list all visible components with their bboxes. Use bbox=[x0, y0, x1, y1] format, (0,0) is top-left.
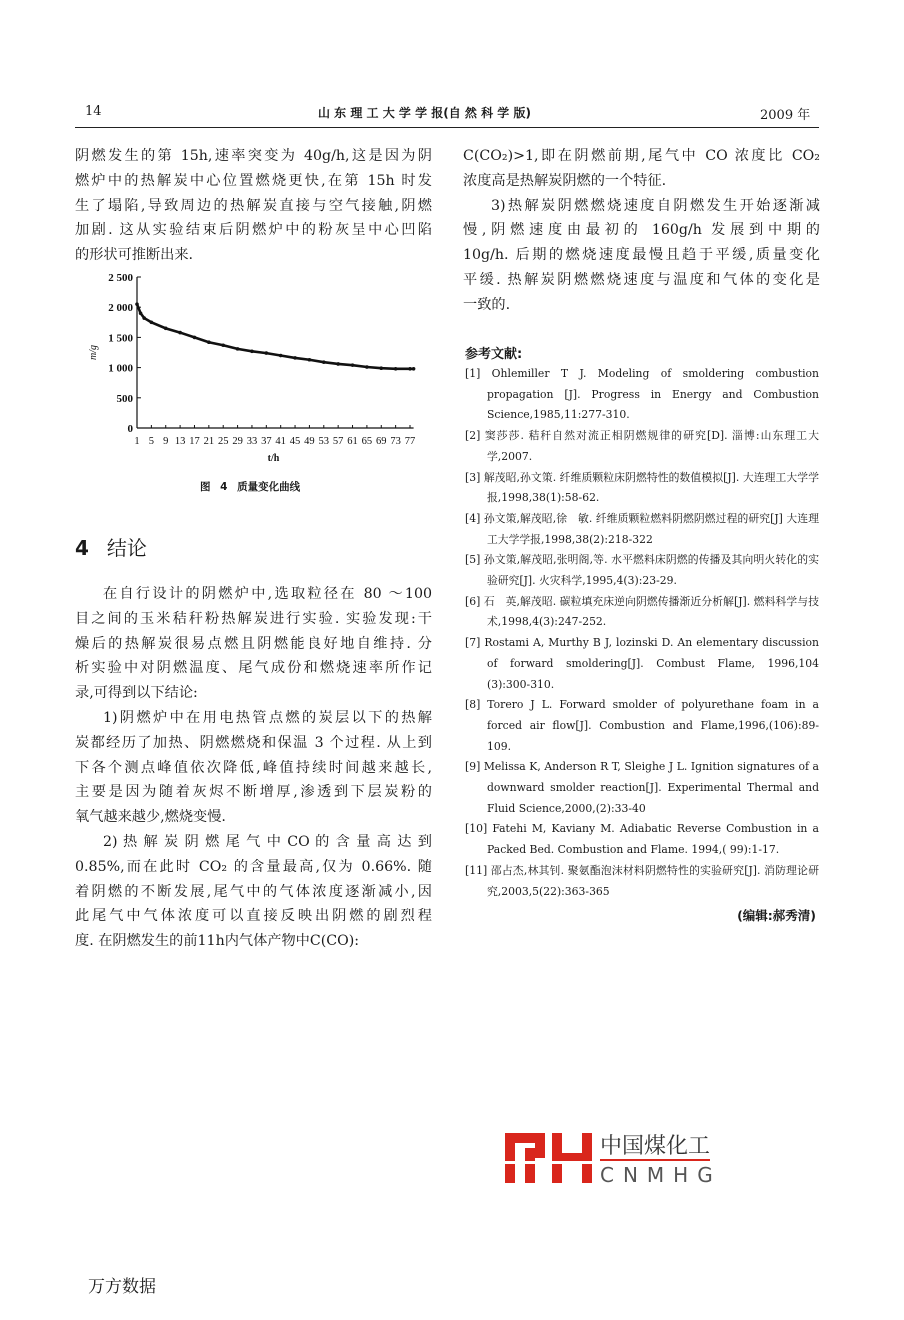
text-line: 2) 热 解 炭 阴 燃 尾 气 中 CO 的 含 量 高 达 到 bbox=[103, 834, 432, 850]
text-line: 的形状可推断出来. bbox=[75, 247, 194, 264]
series-line bbox=[137, 304, 414, 369]
y-tick-label: 500 bbox=[116, 392, 133, 405]
data-point bbox=[139, 311, 143, 315]
data-point bbox=[351, 363, 355, 367]
page-number: 14 bbox=[85, 104, 102, 119]
data-point bbox=[293, 356, 297, 360]
logo-text-en: CNMHG bbox=[600, 1163, 722, 1187]
reference-item: [3] 解茂昭,孙文策. 纤维质颗粒床阴燃特性的数值模拟[J]. 大连理工大学学报,1998,38(1):58-62. bbox=[465, 470, 819, 505]
x-tick-label: 69 bbox=[376, 436, 387, 447]
text-line: C(CO₂)>1,即在阴燃前期,尾气中 CO 浓度比 CO₂ bbox=[463, 148, 820, 164]
text-line: 3)热解炭阴燃燃烧速度自阴燃发生开始逐渐减 bbox=[491, 197, 820, 214]
x-tick-label: 25 bbox=[217, 436, 229, 447]
section-number: 4 bbox=[75, 536, 89, 560]
x-tick-label: 37 bbox=[261, 436, 272, 447]
data-point bbox=[221, 343, 225, 347]
data-point bbox=[412, 367, 416, 371]
mass-change-chart bbox=[70, 262, 440, 477]
x-tick-label: 73 bbox=[390, 436, 401, 447]
text-line: 一致的. bbox=[463, 296, 511, 313]
x-tick-label: 21 bbox=[203, 436, 215, 447]
reference-list bbox=[465, 364, 819, 902]
references-heading: 参考文献: bbox=[465, 347, 523, 362]
reference-item: [9] Melissa K, Anderson R T, Sleighe J L. Ignition signatures of a downward smolder reaction[J]. Experimental Thermal and Fluid Science,2000,(2):33-40 bbox=[465, 760, 819, 815]
reference-item: [1] Ohlemiller T J. Modeling of smoldering combustion propagation [J]. Progress in Energy and Combustion Science,1985,11:277-310. bbox=[465, 367, 819, 422]
x-tick-label: 49 bbox=[304, 436, 315, 447]
text-line: 浓度高是热解炭阴燃的一个特征. bbox=[463, 172, 667, 189]
data-point bbox=[265, 351, 269, 355]
x-tick-label: 45 bbox=[289, 436, 301, 447]
logo-divider bbox=[600, 1159, 710, 1161]
reference-item: [11] 邵占杰,林其钊. 聚氨酯泡沫材料阴燃特性的实验研究[J]. 消防理论研究,2003,5(22):363-365 bbox=[465, 863, 819, 898]
data-point bbox=[142, 316, 146, 320]
journal-year: 2009 年 bbox=[760, 108, 811, 123]
data-point bbox=[236, 347, 240, 351]
data-point bbox=[379, 366, 383, 370]
x-tick-label: 5 bbox=[148, 436, 154, 447]
x-tick-label: 9 bbox=[163, 436, 169, 447]
x-tick-label: 33 bbox=[246, 436, 258, 447]
editor-credit: (编辑:郝秀清) bbox=[737, 908, 816, 923]
text-line: 着阴燃的不断发展,尾气中的气体浓度逐渐减小,因 bbox=[75, 883, 432, 900]
x-tick-label: 57 bbox=[332, 436, 344, 447]
data-point bbox=[365, 365, 369, 369]
header-rule bbox=[75, 127, 819, 128]
x-tick-label: 29 bbox=[232, 436, 243, 447]
text-line: 0.85%,而在此时 CO₂ 的含量最高,仅为 0.66%. 随 bbox=[75, 858, 432, 875]
data-point bbox=[279, 354, 283, 358]
y-tick-label: 2 500 bbox=[108, 272, 133, 284]
data-point bbox=[150, 321, 154, 325]
reference-item: [7] Rostami A, Murthy B J, lozinski D. An elementary discussion of forward smoldering[J]. Combust Flame, 1996,104 (3):300-310. bbox=[465, 636, 819, 691]
x-tick-label: 61 bbox=[347, 436, 358, 447]
text-line: 录,可得到以下结论: bbox=[75, 685, 198, 702]
text-line: 加剧. 这从实验结束后阴燃炉中的粉灰呈中心凹陷 bbox=[75, 222, 432, 239]
y-tick-label: 1 500 bbox=[108, 332, 133, 345]
text-line: 1)阴燃炉中在用电热管点燃的炭层以下的热解 bbox=[103, 710, 432, 726]
data-point bbox=[408, 367, 412, 371]
text-line: 在自行设计的阴燃炉中,选取粒径在 80 ～100 bbox=[103, 586, 432, 602]
text-line: 生了塌陷,导致周边的热解炭直接与空气接触,阴燃 bbox=[75, 197, 432, 214]
text-line: 慢,阴燃速度由最初的 160g/h 发展到中期的 bbox=[463, 222, 820, 239]
reference-item: [4] 孙文策,解茂昭,徐 敏. 纤维质颗粒燃料阴燃阴燃过程的研究[J] 大连理工大学学报,1998,38(2):218-322 bbox=[465, 511, 819, 546]
text-line: 燥后的热解炭很易点燃且阴燃能良好地自维持. 分 bbox=[75, 635, 432, 652]
text-line: 析实验中对阴燃温度、尾气成份和燃烧速率所作记 bbox=[75, 660, 432, 677]
x-axis-label: t/h bbox=[267, 453, 280, 464]
cnmhg-logo bbox=[500, 1125, 720, 1195]
data-point bbox=[308, 358, 312, 362]
section-heading bbox=[75, 532, 147, 561]
x-tick-label: 1 bbox=[134, 436, 140, 447]
figure-caption: 图 4 质量变化曲线 bbox=[200, 481, 301, 493]
data-point bbox=[135, 302, 139, 306]
data-point bbox=[322, 360, 326, 364]
y-tick-label: 1 000 bbox=[108, 362, 133, 375]
data-point bbox=[178, 331, 182, 335]
text-line: 10g/h. 后期的燃烧速度最慢且趋于平缓,质量变化 bbox=[463, 247, 820, 264]
logo-mark-icon bbox=[500, 1128, 600, 1190]
text-line: 此尾气中气体浓度可以直接反映出阴燃的剧烈程 bbox=[75, 908, 432, 925]
x-tick-label: 17 bbox=[189, 436, 200, 447]
logo-text-cn: 中国煤化工 bbox=[600, 1134, 711, 1159]
x-tick-label: 41 bbox=[275, 436, 286, 447]
text-line: 主要是因为随着灰烬不断增厚,渗透到下层炭粉的 bbox=[75, 784, 432, 801]
reference-item: [6] 石 英,解茂昭. 碳粒填充床逆向阴燃传播渐近分析解[J]. 燃料科学与技术,1998,4(3):247-252. bbox=[465, 594, 819, 629]
data-point bbox=[207, 340, 211, 344]
reference-item: [2] 窦莎莎. 秸秆自然对流正相阴燃规律的研究[D]. 淄博:山东理工大学,2007. bbox=[465, 429, 819, 463]
text-line: 炭都经历了加热、阴燃燃烧和保温 3 个过程. 从上到 bbox=[75, 734, 432, 751]
text-line: 燃炉中的热解炭中心位置燃烧更快,在第 15h 时发 bbox=[75, 172, 432, 189]
text-line: 度. 在阴燃发生的前11h内气体产物中C(CO): bbox=[75, 933, 360, 950]
reference-item: [5] 孙文策,解茂昭,张明阁,等. 水平燃料床阴燃的传播及其向明火转化的实验研究[J]. 火灾科学,1995,4(3):23-29. bbox=[465, 553, 819, 588]
reference-item: [8] Torero J L. Forward smolder of polyurethane foam in a forced air flow[J]. Combustion and Flame,1996,(106):89-109. bbox=[465, 698, 819, 753]
x-tick-label: 77 bbox=[404, 436, 416, 447]
y-tick-label: 2 000 bbox=[108, 302, 133, 315]
section-title: 结论 bbox=[106, 536, 147, 560]
x-tick-label: 13 bbox=[174, 436, 186, 447]
y-tick-label: 0 bbox=[127, 423, 133, 435]
text-line: 平缓. 热解炭阴燃燃烧速度与温度和气体的变化是 bbox=[463, 272, 820, 288]
y-axis-label: m/g bbox=[88, 345, 99, 360]
data-point bbox=[250, 349, 254, 353]
text-line: 氧气越来越少,燃烧变慢. bbox=[75, 809, 226, 826]
data-point bbox=[164, 327, 168, 331]
text-line: 下各个测点峰值依次降低,峰值持续时间越来越长, bbox=[75, 759, 432, 776]
x-tick-label: 65 bbox=[361, 436, 373, 447]
text-line: 目之间的玉米秸秆粉热解炭进行实验. 实验发现:干 bbox=[75, 610, 432, 627]
reference-item: [10] Fatehi M, Kaviany M. Adiabatic Reverse Combustion in a Packed Bed. Combustion and Flame. 1994,( 99):1-17. bbox=[465, 822, 819, 857]
x-tick-label: 53 bbox=[318, 436, 330, 447]
text-line: 阴燃发生的第 15h,速率突变为 40g/h,这是因为阴 bbox=[75, 148, 432, 164]
data-point bbox=[336, 362, 340, 366]
journal-title: 山 东 理 工 大 学 学 报(自 然 科 学 版) bbox=[318, 106, 531, 120]
data-point bbox=[193, 336, 197, 340]
data-point bbox=[394, 367, 398, 371]
footer-watermark: 万方数据 bbox=[88, 1277, 156, 1297]
